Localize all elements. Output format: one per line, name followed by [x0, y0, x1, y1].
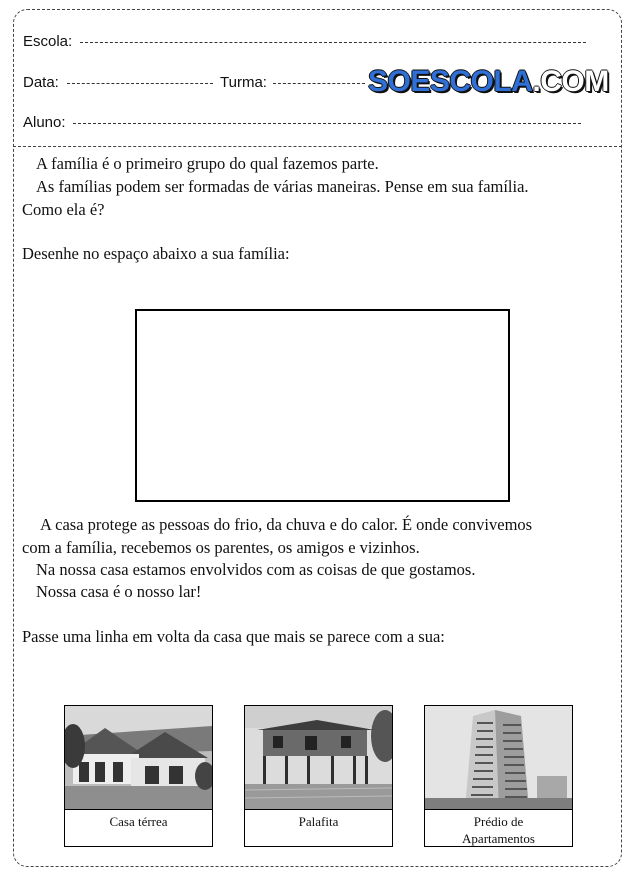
soescola-logo: SOESCOLA .COM — [368, 65, 609, 98]
single-story-house-image — [65, 706, 212, 810]
header-divider — [13, 146, 622, 147]
family-drawing-box[interactable] — [135, 309, 510, 502]
house-line-2: com a família, recebemos os parentes, os amigos e vizinhos. — [22, 538, 420, 557]
intro-line-1: A família é o primeiro grupo do qual fazemos parte. — [36, 154, 379, 173]
house-line-4: Nossa casa é o nosso lar! — [36, 582, 202, 601]
house-line-1: A casa protege as pessoas do frio, da chuva e do calor. É onde convivemos — [40, 515, 533, 534]
aluno-line — [73, 123, 581, 124]
predio-caption-line-1: Prédio de — [473, 814, 524, 829]
turma-label: Turma: — [220, 74, 267, 91]
palafita-caption: Palafita — [298, 814, 339, 829]
escola-line — [80, 42, 586, 43]
turma-line — [273, 83, 365, 84]
apartment-building-image — [425, 706, 572, 810]
turma-field[interactable] — [220, 74, 365, 91]
casa-terrea-caption: Casa térrea — [109, 814, 168, 829]
data-line — [67, 83, 213, 84]
house-card-casa-terrea[interactable] — [64, 705, 213, 847]
circle-instruction: Passe uma linha em volta da casa que mais se parece com a sua: — [22, 627, 445, 646]
aluno-label: Aluno: — [23, 114, 66, 131]
escola-label: Escola: — [23, 33, 73, 50]
intro-line-3: Como ela é? — [22, 200, 105, 219]
aluno-field[interactable] — [23, 114, 581, 131]
intro-line-2: As famílias podem ser formadas de várias maneiras. Pense em sua família. — [36, 177, 529, 196]
house-line-3: Na nossa casa estamos envolvidos com as coisas de que gostamos. — [36, 560, 476, 579]
escola-field[interactable] — [23, 33, 586, 50]
data-label: Data: — [23, 74, 59, 91]
predio-caption — [425, 810, 572, 847]
stilt-house-image — [245, 706, 392, 810]
predio-caption-line-2: Apartamentos — [462, 831, 535, 846]
draw-instruction: Desenhe no espaço abaixo a sua família: — [22, 244, 290, 263]
house-card-predio[interactable] — [424, 705, 573, 847]
data-field[interactable] — [23, 74, 213, 91]
house-card-palafita[interactable] — [244, 705, 393, 847]
